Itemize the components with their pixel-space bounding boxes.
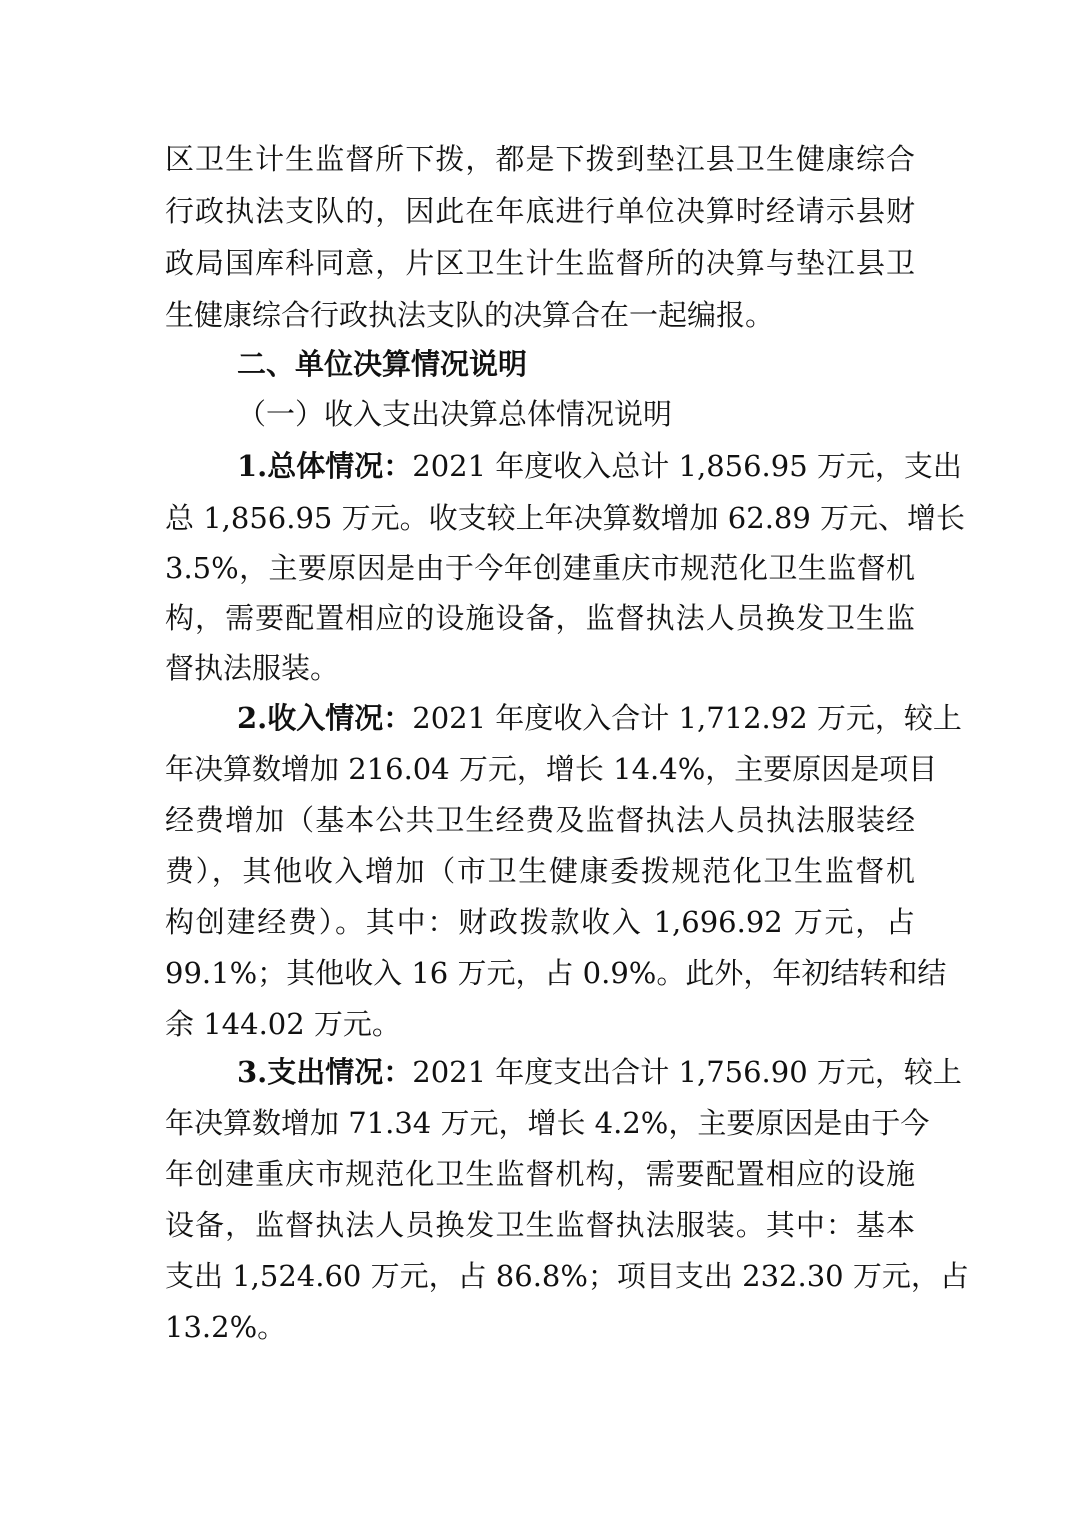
paragraph-label: 3.支出情况： xyxy=(237,1055,413,1089)
paragraph-first-line xyxy=(237,1046,962,1098)
paragraph-line: 支出 1,524.60 万元，占 86.8%；项目支出 232.30 万元，占 xyxy=(165,1259,969,1293)
section-heading: 二、单位决算情况说明 xyxy=(237,347,528,381)
intro-line: 政局国库科同意，片区卫生计生监督所的决算与垫江县卫 xyxy=(165,246,915,280)
paragraph-text: 2021 年度收入总计 1,856.95 万元，支出 xyxy=(412,449,962,483)
paragraph-line: 年创建重庆市规范化卫生监督机构，需要配置相应的设施 xyxy=(165,1157,915,1191)
paragraph-line: 督执法服装。 xyxy=(165,651,340,685)
paragraph-line: 构创建经费）。其中：财政拨款收入 1,696.92 万元，占 xyxy=(165,905,915,939)
paragraph-line: 99.1%；其他收入 16 万元，占 0.9%。此外，年初结转和结 xyxy=(165,956,947,990)
intro-line: 区卫生计生监督所下拨，都是下拨到垫江县卫生健康综合 xyxy=(165,142,915,176)
paragraph-label: 1.总体情况： xyxy=(237,449,413,483)
paragraph-line: 经费增加（基本公共卫生经费及监督执法人员执法服装经 xyxy=(165,803,915,837)
paragraph-line: 费），其他收入增加（市卫生健康委拨规范化卫生监督机 xyxy=(165,854,915,888)
paragraph-line: 设备，监督执法人员换发卫生监督执法服装。其中：基本 xyxy=(165,1208,915,1242)
paragraph-line: 构，需要配置相应的设施设备，监督执法人员换发卫生监 xyxy=(165,601,915,635)
paragraph-line: 年决算数增加 216.04 万元，增长 14.4%，主要原因是项目 xyxy=(165,752,938,786)
paragraph-line: 余 144.02 万元。 xyxy=(165,1007,401,1041)
paragraph-label: 2.收入情况： xyxy=(237,701,413,735)
intro-line: 生健康综合行政执法支队的决算合在一起编报。 xyxy=(165,298,775,332)
paragraph-first-line xyxy=(237,692,962,744)
document-page xyxy=(165,0,969,1521)
paragraph-first-line xyxy=(237,440,962,492)
subsection-heading: （一）收入支出决算总体情况说明 xyxy=(237,397,673,431)
intro-line: 行政执法支队的，因此在年底进行单位决算时经请示县财 xyxy=(165,194,915,228)
paragraph-line: 年决算数增加 71.34 万元，增长 4.2%，主要原因是由于今 xyxy=(165,1106,930,1140)
paragraph-text: 2021 年度收入合计 1,712.92 万元，较上 xyxy=(412,701,962,735)
paragraph-text: 2021 年度支出合计 1,756.90 万元，较上 xyxy=(412,1055,962,1089)
paragraph-line: 总 1,856.95 万元。收支较上年决算数增加 62.89 万元、增长 xyxy=(165,501,966,535)
paragraph-line: 13.2%。 xyxy=(165,1310,287,1344)
paragraph-line: 3.5%，主要原因是由于今年创建重庆市规范化卫生监督机 xyxy=(165,551,915,585)
